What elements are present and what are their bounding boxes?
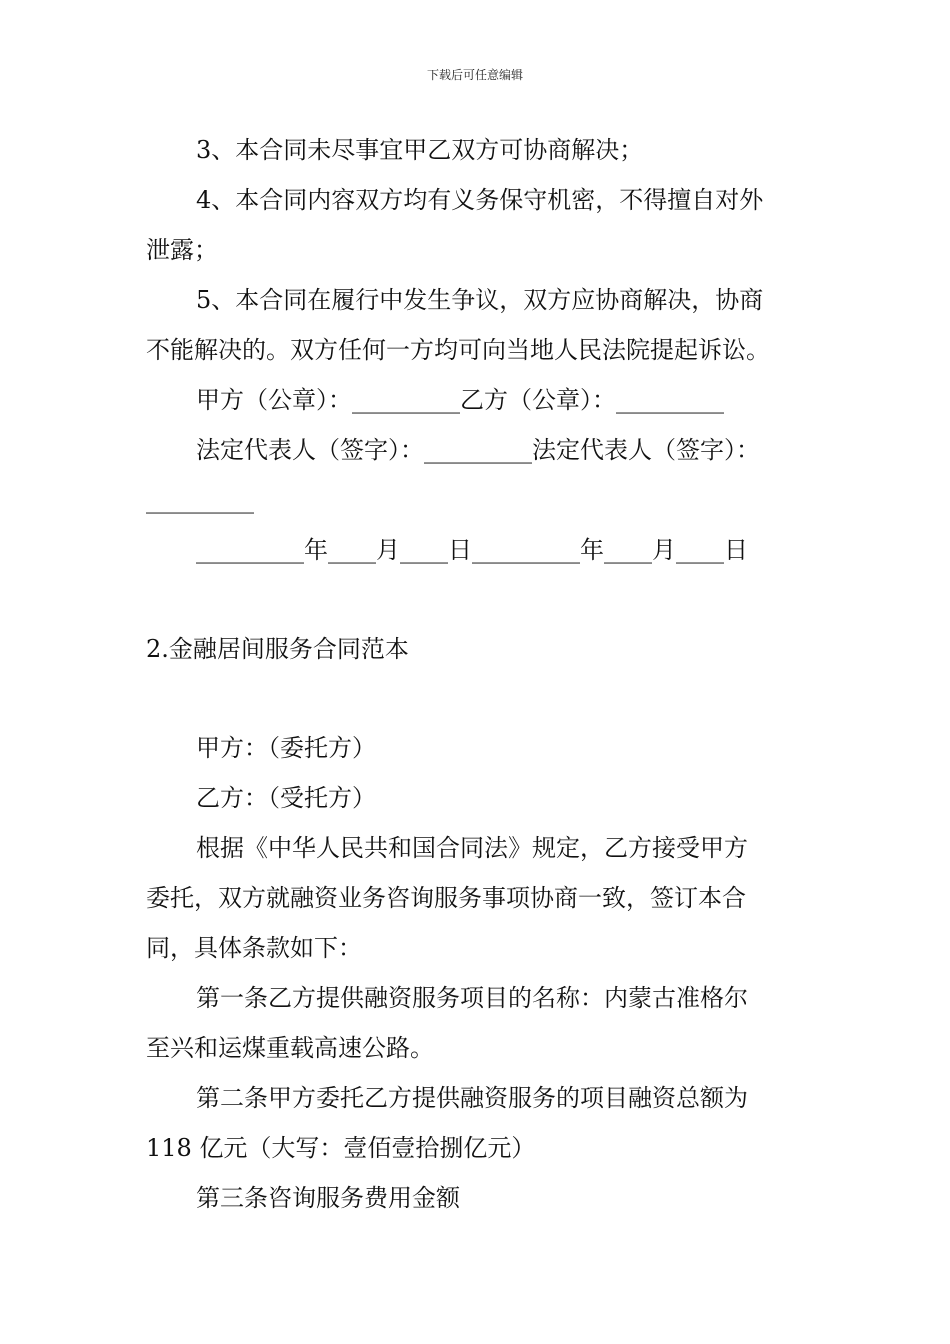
clause-4-line-2: 泄露；	[146, 236, 218, 264]
article-2-line-1: 第二条甲方委托乙方提供融资服务的项目融资总额为	[196, 1084, 748, 1112]
clause-4-line-1: 4、本合同内容双方均有义务保守机密，不得擅自对外	[196, 186, 764, 214]
representative-sign-blank: _________	[146, 486, 254, 514]
clause-5-line-2: 不能解决的。双方任何一方均可向当地人民法院提起诉讼。	[146, 336, 770, 364]
party-b: 乙方：（受托方）	[196, 784, 376, 812]
representative-sign-line: 法定代表人（签字）：_________法定代表人（签字）：	[196, 436, 760, 464]
section-title: 2.金融居间服务合同范本	[146, 635, 409, 663]
preamble-line-3: 同，具体条款如下：	[146, 934, 362, 962]
party-seal-line: 甲方（公章）：_________乙方（公章）：_________	[196, 386, 724, 414]
article-2-line-2: 118 亿元（大写：壹佰壹拾捌亿元）	[146, 1134, 536, 1162]
page-header: 下载后可任意编辑	[426, 68, 523, 82]
preamble-line-1: 根据《中华人民共和国合同法》规定，乙方接受甲方	[196, 834, 748, 862]
date-line: _________年____月____日_________年____月____日	[196, 536, 748, 564]
preamble-line-2: 委托，双方就融资业务咨询服务事项协商一致，签订本合	[146, 884, 746, 912]
article-1-line-2: 至兴和运煤重载高速公路。	[146, 1034, 434, 1062]
clause-5-line-1: 5、本合同在履行中发生争议，双方应协商解决，协商	[196, 286, 764, 314]
article-1-line-1: 第一条乙方提供融资服务项目的名称：内蒙古准格尔	[196, 984, 748, 1012]
party-a: 甲方：（委托方）	[196, 734, 376, 762]
clause-3: 3、本合同未尽事宜甲乙双方可协商解决；	[196, 136, 644, 164]
article-3: 第三条咨询服务费用金额	[196, 1184, 460, 1212]
